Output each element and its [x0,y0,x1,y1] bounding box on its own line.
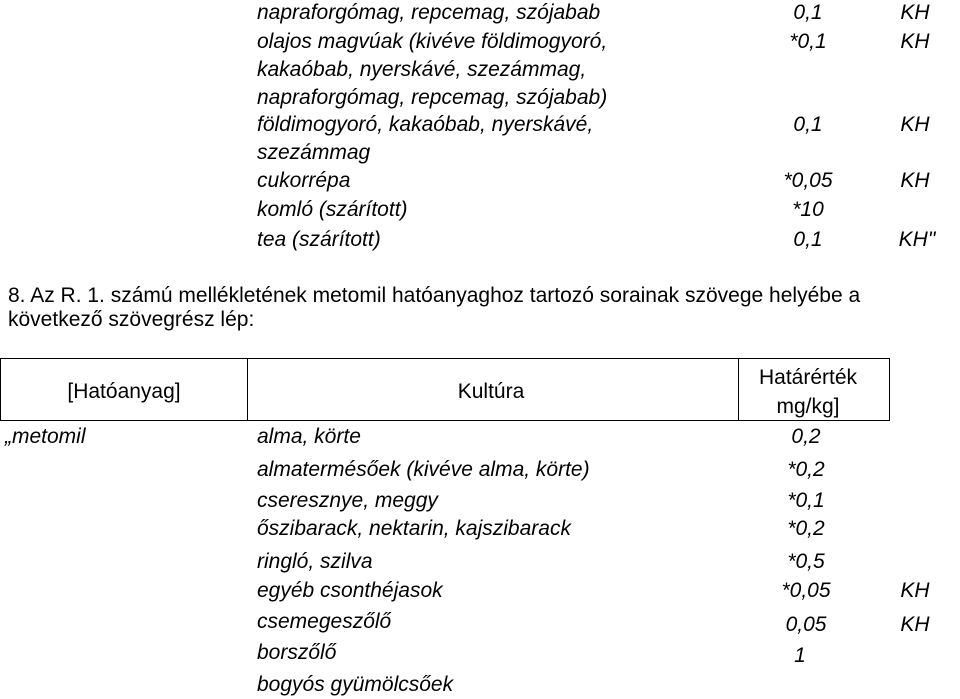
header-crop: Kultúra [457,380,525,403]
top-row-value: 0,1 [793,113,823,136]
table-row-value: 0,2 [791,425,821,448]
table-row-crop: őszibarack, nektarin, kajszibarack [257,517,571,540]
top-row-value: 0,1 [793,228,823,251]
top-row-value: *10 [792,198,824,221]
top-row-crop: komló (szárított) [257,198,408,221]
top-row-crop: kakaóbab, nyerskávé, szezámmag, [257,58,587,81]
paragraph-line: 8. Az R. 1. számú mellékletének metomil hatóanyaghoz tartozó sorainak szövege helyébe a [8,284,861,307]
top-row-value: *0,05 [783,169,833,192]
table-row-crop: borszőlő [257,641,337,664]
top-row-flag: KH [900,113,930,136]
table-row-flag: KH [900,613,930,636]
top-row-value: 0,1 [793,1,823,24]
table-row-value: *0,2 [787,517,825,540]
table-row-value: *0,5 [787,550,825,573]
table-row-value: *0,2 [787,458,825,481]
top-row-crop: napraforgómag, repcemag, szójabab) [257,86,608,109]
top-row-crop: napraforgómag, repcemag, szójabab [257,1,601,24]
top-row-flag: KH [900,169,930,192]
table-row-crop: csemegeszőlő [257,610,392,633]
top-row-flag: KH [900,1,930,24]
top-row-value: *0,1 [789,30,827,53]
table-row-value: *0,05 [781,579,831,602]
table-row-value: 0,05 [785,613,827,636]
table-row-crop: ringló, szilva [257,550,373,573]
header-limit: Határérték [758,366,858,389]
table-row-value: 1 [794,644,806,667]
table-row-flag: KH [900,579,930,602]
top-row-flag: KH" [898,228,936,251]
top-row-flag: KH [900,30,930,53]
table-row-crop: bogyós gyümölcsőek [257,673,454,696]
top-row-crop: cukorrépa [257,169,351,192]
header-substance: [Hatóanyag] [67,380,181,403]
top-row-crop: szezámmag [257,141,371,164]
top-row-crop: tea (szárított) [257,228,381,251]
paragraph-line: következő szövegrész lép: [8,308,255,331]
table-row-value: *0,1 [787,489,825,512]
header-limit-unit: mg/kg] [776,395,840,418]
table-row-crop: almatermésőek (kivéve alma, körte) [257,458,590,481]
table-row-crop: egyéb csonthéjasok [257,579,443,602]
top-row-crop: földimogyoró, kakaóbab, nyerskávé, [257,113,594,136]
substance-name: „metomil [5,425,86,448]
top-row-crop: olajos magvúak (kivéve földimogyoró, [257,30,608,53]
table-row-crop: alma, körte [257,425,361,448]
table-row-crop: cseresznye, meggy [257,489,438,512]
